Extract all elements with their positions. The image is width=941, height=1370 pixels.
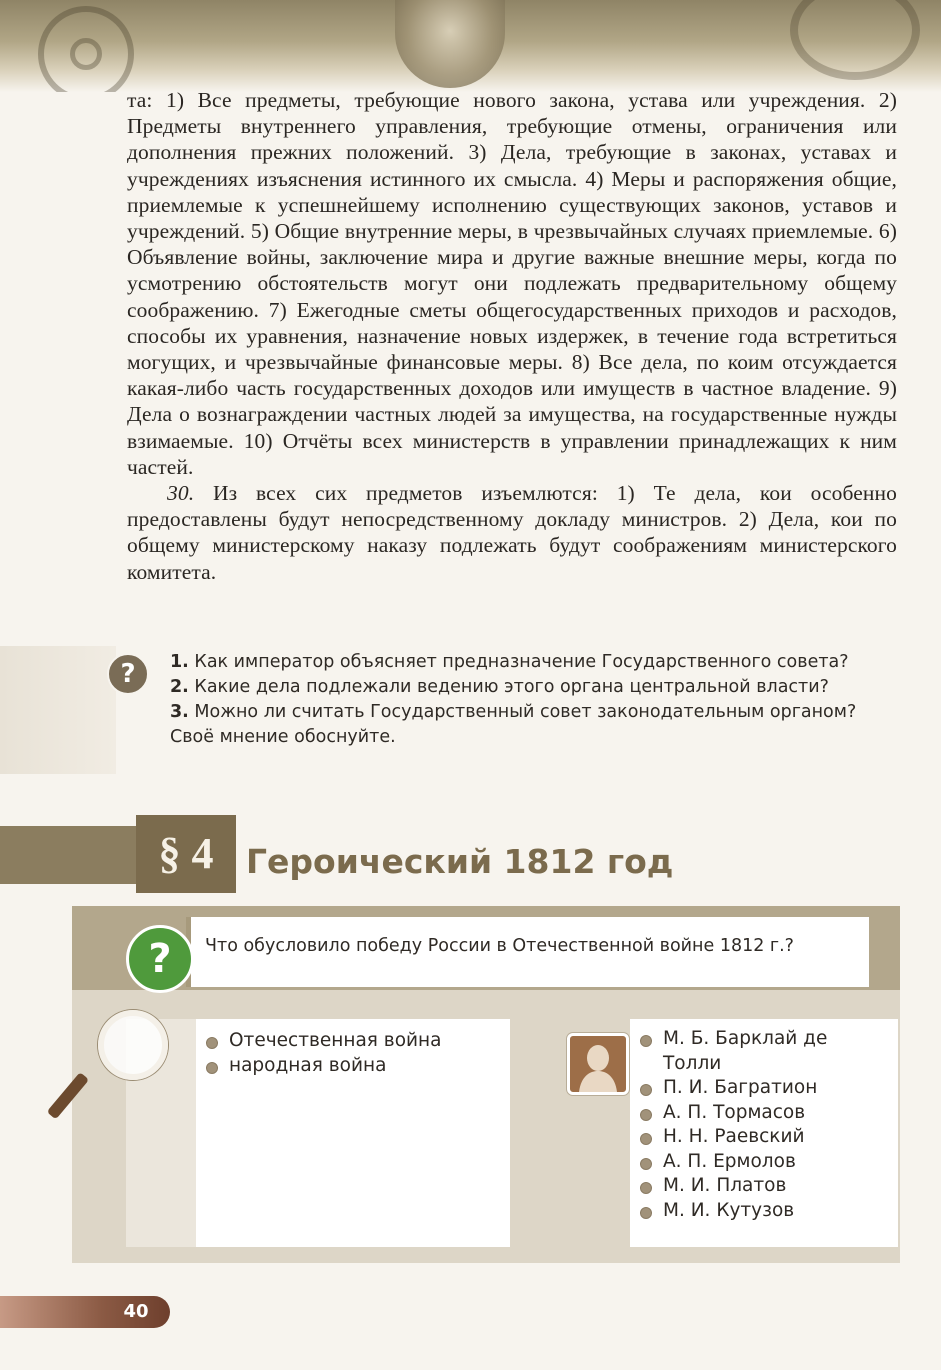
gear-decoration-icon: [790, 0, 920, 80]
portrait-decoration-icon: [395, 0, 505, 88]
paragraph-2-text: Из всех сих предметов изъемлются: 1) Те дела, кои особенно предоставлены будут непосредственному докладу министров. 2) Дела, кои по общему министерскому наказу подлежать будут соображениям министерского комитета.: [127, 481, 897, 584]
question-list: [170, 650, 900, 750]
header-banner: [0, 0, 941, 92]
person-silhouette-icon: [567, 1033, 629, 1095]
question-mark-icon: ?: [126, 925, 194, 993]
question-item: 1. Как император объясняет предназначение Государственного совета?: [170, 652, 849, 672]
section-title: Героический 1812 год: [246, 842, 674, 881]
list-item: А. П. Тормасов: [638, 1101, 888, 1126]
paragraph-1: та: 1) Все предметы, требующие нового закона, устава или учреждения. 2) Предметы внутреннего управления, требующие отмены, ограничения или дополнения прежних положений. 3) Дела, требующие в законах, уставах и учреждениях изъяснения истинного их смысла. 4) Меры и распоряжения общие, приемлемые к успешнейшему исполнению существующих законов, уставов и учреждений. 5) Общие внутренние меры, в чрезвычайных случаях приемлемые. 6) Объявление войны, заключение мира и другие важные внешние меры, когда по усмотрению обстоятельств могут они подлежать предварительному общему соображению. 7) Ежегодные сметы общегосударственных приходов и расходов, способы их уравнения, назначение новых издержек, в течение года встретиться могущих, и чрезвычайные финансовые меры. 8) Все дела, по коим отсуждается какая-либо часть государственных доходов или имуществ в частное владение. 9) Дела о вознаграждении частных людей за имущества, на государственные нужды взимаемые. 10) Отчёты всех министерств в управлении принадлежащих к ним частей.: [127, 88, 897, 479]
section-number: § 4: [136, 815, 236, 893]
page-number: 40: [123, 1301, 149, 1322]
list-item: Н. Н. Раевский: [638, 1125, 888, 1150]
lesson-question-box: [186, 917, 869, 987]
lesson-question: Что обусловило победу России в Отечественной войне 1812 г.?: [205, 936, 794, 956]
document-text: [127, 87, 897, 585]
review-questions: [0, 644, 941, 784]
section-heading-bar: [0, 826, 136, 884]
list-item: П. И. Багратион: [638, 1076, 888, 1101]
key-terms: [204, 1029, 441, 1078]
list-item: М. Б. Барклай де Толли: [638, 1027, 888, 1076]
paragraph-2: [127, 480, 897, 585]
magnifier-icon: [78, 1010, 168, 1120]
wheel-decoration-icon: [38, 6, 134, 92]
list-item: Отечественная война: [204, 1029, 441, 1054]
question-mark-icon: ?: [107, 653, 149, 695]
question-item: 2. Какие дела подлежали ведению этого органа центральной власти?: [170, 677, 829, 697]
key-persons: [638, 1027, 888, 1223]
question-item: 3. Можно ли считать Государственный совет законодательным органом? Своё мнение обоснуйте.: [170, 702, 857, 747]
article-number: 30.: [167, 481, 195, 506]
list-item: народная война: [204, 1054, 441, 1079]
list-item: А. П. Ермолов: [638, 1150, 888, 1175]
list-item: М. И. Кутузов: [638, 1199, 888, 1224]
list-item: М. И. Платов: [638, 1174, 888, 1199]
questions-side-strip: [0, 646, 116, 774]
